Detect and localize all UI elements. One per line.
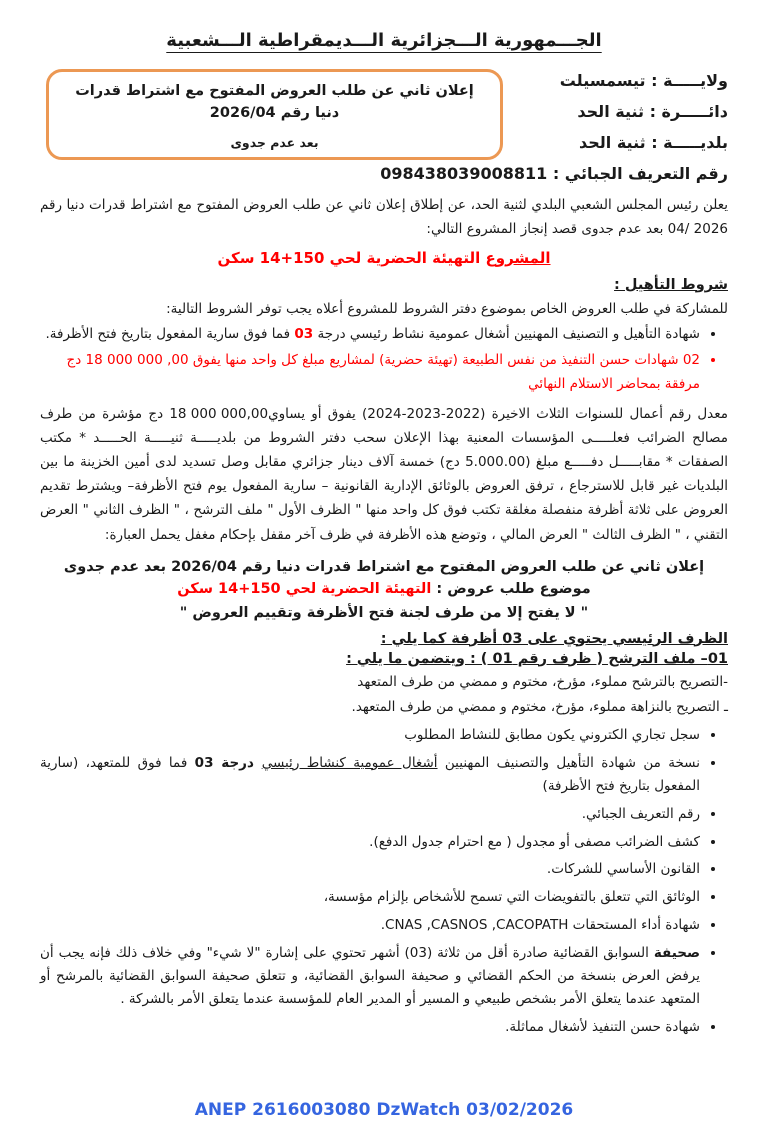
do-not-open-line: " لا يفتح إلا من طرف لجنة فتح الأظرفة وتقييم العروض " xyxy=(179,604,589,621)
tax-id-label: رقم التعريف الجبائي : xyxy=(547,163,728,183)
tender-number: 2026/04 xyxy=(209,104,276,121)
qualification-list xyxy=(40,323,700,397)
tax-id-value: 098438039008811 xyxy=(380,163,548,183)
documents-list xyxy=(40,724,700,1039)
intro-tender-number: 04/ 2026 xyxy=(667,220,728,237)
daira-line: دائـــــرة : ثنية الحد xyxy=(577,102,728,122)
turnover-amount: 18 000 000,00 xyxy=(169,406,269,423)
notice-box-title: إعلان ثاني عن طلب العروض المفتوح مع اشتراط قدرات دنيا رقم 2026/04 xyxy=(63,81,486,125)
project-units: 14+150 xyxy=(259,248,325,267)
qualification-item-execution: • 02 شهادات حسن التنفيذ من نفس الطبيعة (تهيئة حضرية) لمشاريع مبلغ كل واحد منها يفوق 18 000 000 ,00 دج مرفقة بمحاضر الاستلام النهائي xyxy=(40,349,700,396)
commune-line: بلديـــــة : ثنية الحد xyxy=(579,133,728,153)
qualification-heading: شروط التأهيل : xyxy=(614,276,728,293)
doc-item-delegation-documents: • الوثائق التي تتعلق بالتفويضات التي تسمح للأشخاص بإلزام مؤسسة، xyxy=(40,886,700,909)
doc-item-criminal-record: • صحيفة السوابق القضائية صادرة أقل من ثلاثة (03) أشهر تحتوي على إشارة "لا شيء" وفي خلاف ذلك فإنه يجب أن يرفض العرض بنسخة من الحكم القضائي و صحيفة السوابق القضائية، و تتعلق صحيفة السوابق القضائية بالمرشح أو المتعهد عندما يتعلق الأمر بشخص طبيعي و المسير أو المدير العام للمؤسسة عندما يتعلق الأمر بالشركة . xyxy=(40,942,700,1011)
doc-item-qualification-copy: • نسخة من شهادة التأهيل والتصنيف المهنيين أشغال عمومية كنشاط رئيسي درجة 03 فما فوق للمتعهد، (سارية المفعول بتاريخ فتح الأظرفة) xyxy=(40,752,700,798)
doc-item-tax-statement: • كشف الضرائب مصفى أو مجدول ( مع احترام جدول الدفع). xyxy=(40,831,700,854)
page-title: الجـــمهورية الـــجزائرية الـــديمقراطية الـــشعبية xyxy=(166,30,602,51)
admin-info-block xyxy=(513,65,728,159)
second-announcement-title: إعلان ثاني عن طلب العروض المفتوح مع اشتراط قدرات دنيا رقم 2026/04 بعد عدم جدوى xyxy=(63,558,705,575)
intro-paragraph: يعلن رئيس المجلس الشعبي البلدي لثنية الحد، عن إطلاق إعلان ثاني عن طلب العروض المفتوح مع اشتراط قدرات دنيا رقم 04/ 2026 بعد عدم جدوى قصد إنجاز المشروع التالي: xyxy=(40,193,728,241)
doc-item-company-statute: • القانون الأساسي للشركات. xyxy=(40,858,700,881)
notice-box-subtitle: بعد عدم جدوى xyxy=(230,134,319,150)
doc-item-good-execution: • شهادة حسن التنفيذ لأشغال مماثلة. xyxy=(40,1016,700,1039)
tender-notice-box xyxy=(46,69,503,160)
integrity-declaration-item: ـ التصريح بالنزاهة مملوء، مؤرخ، مختوم و ممضي من طرف المتعهد. xyxy=(351,699,728,716)
main-envelope-heading: الظرف الرئيسي يحتوي على 03 أظرفة كما يلي : xyxy=(380,630,728,647)
candidacy-declaration-item: -التصريح بالترشح مملوء، مؤرخ، مختوم و ممضي من طرف المتعهد xyxy=(357,673,728,690)
grade-number: 03 xyxy=(294,325,314,342)
subject-line: موضوع طلب عروض : التهيئة الحضرية لحي 14+150 سكن xyxy=(177,580,591,597)
project-label: المشروع xyxy=(485,248,551,267)
header-row xyxy=(40,65,728,160)
candidacy-file-heading: 01– ملف الترشح ( ظرف رقم 01 ) : ويتضمن ما يلي : xyxy=(346,650,728,667)
subject-units: 14+150 xyxy=(218,580,281,597)
anep-footer: ANEP 2616003080 DzWatch 03/02/2026 xyxy=(194,1100,574,1120)
amount-threshold: 18 000 000 ,00 xyxy=(85,352,189,369)
second-tender-number: 2026/04 xyxy=(171,558,237,575)
social-security-orgs: CNAS ,CASNOS ,CACOPATH xyxy=(385,917,569,934)
wilaya-line: ولايـــــة : تيسمسيلت xyxy=(559,71,728,90)
qualification-intro: للمشاركة في طلب العروض الخاص بموضوع دفتر الشروط للمشروع أعلاه يجب توفر الشروط التالية: xyxy=(166,300,728,317)
tax-id-line xyxy=(40,164,728,183)
doc-item-commercial-register: • سجل تجاري الكتروني يكون مطابق للنشاط المطلوب xyxy=(40,724,700,747)
qualification-item-certificate: • شهادة التأهيل و التصنيف المهنيين أشغال عمومية نشاط رئيسي درجة 03 فما فوق سارية المفعول بتاريخ فتح الأظرفة. xyxy=(40,323,700,347)
conditions-paragraph: معدل رقم أعمال للسنوات الثلاث الاخيرة (2022-2023-2024) يفوق أو يساوي18 000 000,00 دج مؤشرة من طرف مصالح الضرائب فعلـــــى المؤسسات المعنية بهذا الإعلان سحب دفتر الشروط من بلديـــــة ثنيـــــة الحـــــد * مكتب الصفقات * مقابـــــل دفـــــع مبلغ (5.000.00 دج) خمسة آلاف دينار جزائري مقابل وصل تسديد لدى أمين الخزينة ما بين البلديات غير قابل للاسترجاع ، ترفق العروض بالوثائق الإدارية القانونية – سارية المفعول يوم فتح الأظرفة– ويشترط تقديم العروض على ثلاثة أظرفة منفصلة مغلقة تكتب فوق كل واحد منها " الظرف الأول " ملف الترشح ، " الظرف الثاني " العرض التقني ، " الظرف الثالث " العرض المالي ، وتوضع هذه الأظرفة في ظرف آخر مقفل بإحكام مغفل يحمل العبارة: xyxy=(40,402,728,546)
subject-label: موضوع طلب عروض : xyxy=(431,580,591,597)
doc-item-social-security: • شهادة أداء المستحقات CNAS ,CASNOS ,CACOPATH. xyxy=(40,914,700,937)
project-title-line: المشروع التهيئة الحضرية لحي 14+150 سكن xyxy=(217,248,551,267)
doc-item-tax-id: • رقم التعريف الجبائي. xyxy=(40,803,700,826)
